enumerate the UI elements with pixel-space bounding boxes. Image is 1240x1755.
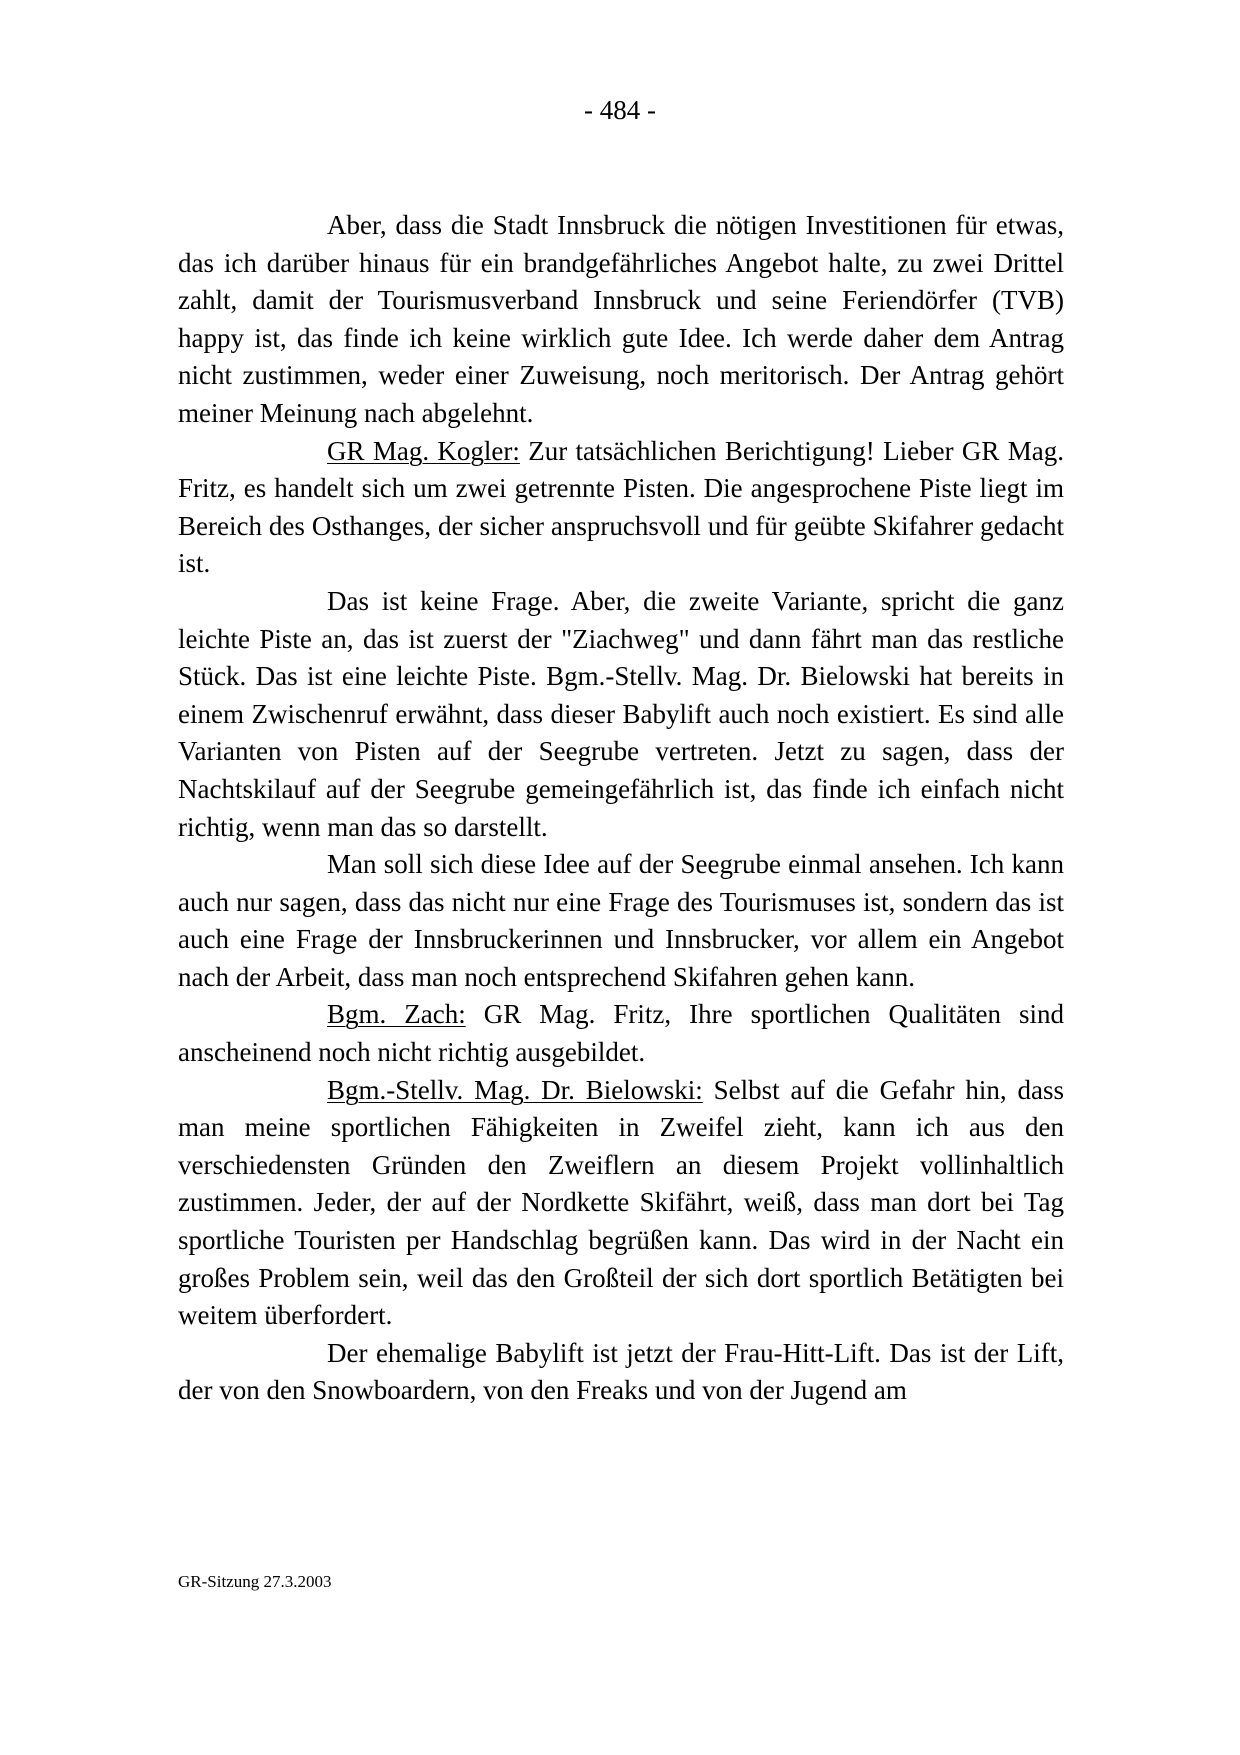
paragraph [178,583,1064,846]
speaker-name: Bgm. Zach: [327,999,466,1030]
paragraph-text: Das ist keine Frage. Aber, die zweite Variante, spricht die ganz leichte Piste an, das ist zuerst der "Ziachweg" und dann fährt man das restliche Stück. Das ist eine leichte Piste. Bgm.-Stellv. Mag. Dr. Bielowski hat bereits in einem Zwischenruf erwähnt, dass dieser Babylift auch noch existiert. Es sind alle Varianten von Pisten auf der Seegrube vertreten. Jetzt zu sagen, dass der Nachtskilauf auf der Seegrube gemeingefährlich ist, das finde ich einfach nicht richtig, wenn man das so darstellt. [178,585,1064,842]
paragraph [178,996,1064,1071]
paragraph-text: Zur tatsächlichen Berichtigung! Lieber GR Mag. Fritz, es handelt sich um zwei getrennte Pisten. Die angesprochene Piste liegt im Bereich des Osthanges, der sicher anspruchsvoll und für geübte Skifahrer gedacht ist. [178,435,1064,579]
speaker-name: GR Mag. Kogler: [327,435,520,466]
document-body [178,207,1064,1410]
page-number: - 484 - [584,95,656,125]
paragraph-text: GR Mag. Fritz, Ihre sportlichen Qualitäten sind anscheinend noch nicht richtig ausgebildet. [178,999,1064,1068]
paragraph-text: Selbst auf die Gefahr hin, dass man meine sportlichen Fähigkeiten in Zweifel zieht, kann ich aus den verschiedensten Gründen den Zweiflern an diesem Projekt vollinhaltlich zustimmen. Jeder, der auf der Nordkette Skifährt, weiß, dass man dort bei Tag sportliche Touristen per Handschlag begrüßen kann. Das wird in der Nacht ein großes Problem sein, weil das den Großteil der sich dort sportlich Betätigten bei weitem überfordert. [178,1074,1065,1331]
speaker-name: Bgm.-Stellv. Mag. Dr. Bielowski: [327,1074,703,1105]
footer-session-date: GR-Sitzung 27.3.2003 [178,1572,332,1591]
paragraph-text: Der ehemalige Babylift ist jetzt der Frau-Hitt-Lift. Das ist der Lift, der von den Snowboardern, von den Freaks und von der Jugend am [178,1337,1064,1406]
paragraph [178,207,1064,433]
paragraph [178,1072,1064,1335]
paragraph [178,433,1064,583]
paragraph [178,846,1064,996]
paragraph-text: Man soll sich diese Idee auf der Seegrube einmal ansehen. Ich kann auch nur sagen, dass das nicht nur eine Frage des Tourismuses ist, sondern das ist auch eine Frage der Innsbruckerinnen und Innsbrucker, vor allem ein Angebot nach der Arbeit, dass man noch entsprechend Skifahren gehen kann. [178,849,1064,992]
paragraph-text: Aber, dass die Stadt Innsbruck die nötigen Investitionen für etwas, das ich darüber hinaus für ein brandgefährliches Angebot halte, zu zwei Drittel zahlt, damit der Tourismusverband Innsbruck und seine Feriendörfer (TVB) happy ist, das finde ich keine wirklich gute Idee. Ich werde daher dem Antrag nicht zustimmen, weder einer Zuweisung, noch meritorisch. Der Antrag gehört meiner Meinung nach abgelehnt. [178,210,1064,428]
paragraph [178,1335,1064,1410]
